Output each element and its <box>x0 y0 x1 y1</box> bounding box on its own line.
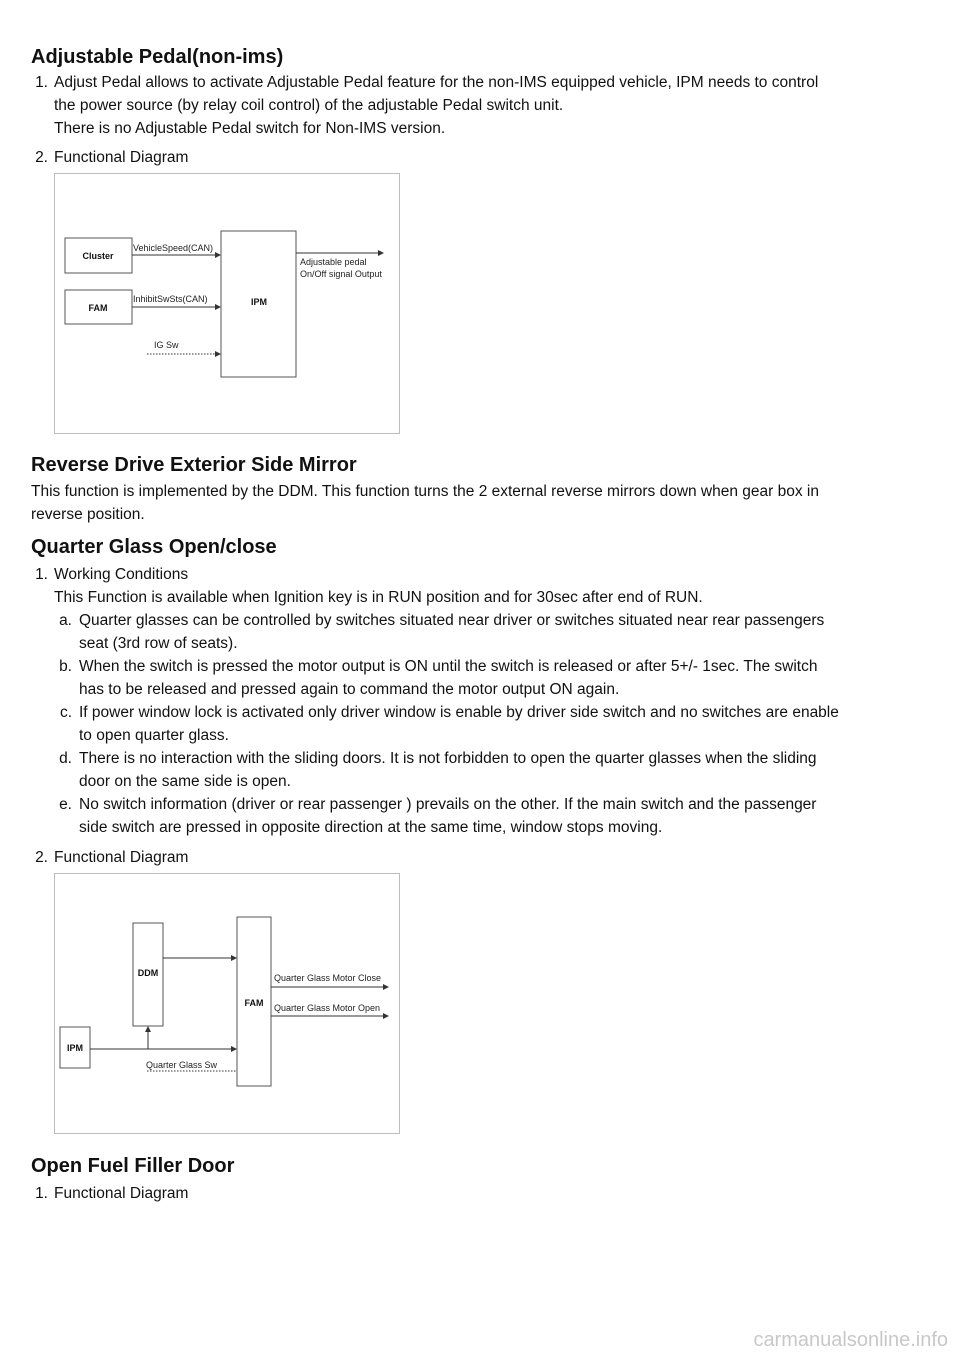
section-title-quarter-glass: Quarter Glass Open/close <box>31 536 277 558</box>
svg-text:FAM: FAM <box>244 998 264 1008</box>
signal-label-inhibit: InhibitSwSts(CAN) <box>133 294 208 304</box>
functional-diagram-adjustable-pedal <box>54 173 400 434</box>
paragraph-line: has to be released and pressed again to command the motor output ON again. <box>79 681 620 698</box>
svg-text:FAM: FAM <box>88 303 108 313</box>
output-label: On/Off signal Output <box>300 269 382 279</box>
ipm-box <box>221 231 296 377</box>
paragraph-line: the power source (by relay coil control) of the adjustable Pedal switch unit. <box>54 97 564 114</box>
paragraph-line: There is no Adjustable Pedal switch for Non-IMS version. <box>54 120 446 137</box>
watermark: carmanualsonline.info <box>753 1329 948 1351</box>
section-title-fuel-filler: Open Fuel Filler Door <box>31 1155 235 1177</box>
paragraph-line: seat (3rd row of seats). <box>79 635 238 652</box>
svg-text:IPM: IPM <box>66 1043 84 1053</box>
paragraph-line: reverse position. <box>31 506 145 523</box>
signal-label-close: Quarter Glass Motor Close <box>274 973 382 983</box>
list-number: 2. <box>35 849 48 866</box>
svg-text:Cluster: Cluster <box>82 251 114 261</box>
sub-list-label: c. <box>59 704 72 721</box>
paragraph-line: to open quarter glass. <box>79 727 229 744</box>
cluster-box <box>65 238 132 273</box>
fam-box <box>237 917 271 1086</box>
svg-text:DDM: DDM <box>137 968 159 978</box>
paragraph-line: No switch information (driver or rear passenger ) prevails on the other. If the main switch and the passenger <box>79 796 817 813</box>
list-item-text: Working Conditions <box>54 566 189 583</box>
sub-list-label: b. <box>59 658 72 675</box>
list-item-text: Functional Diagram <box>54 849 189 866</box>
paragraph-line: door on the same side is open. <box>79 773 291 790</box>
list-item-text: Functional Diagram <box>54 149 189 166</box>
list-item-text: Functional Diagram <box>54 1185 189 1202</box>
paragraph-line: There is no interaction with the sliding doors. It is not forbidden to open the quarter glasses when the sliding <box>79 750 817 767</box>
paragraph-line: Quarter glasses can be controlled by switches situated near driver or switches situated near rear passengers <box>79 612 825 629</box>
sub-list-label: d. <box>59 750 72 767</box>
section-title-adjustable-pedal: Adjustable Pedal(non-ims) <box>31 46 284 68</box>
ipm-box <box>60 1027 90 1068</box>
sub-list-label: e. <box>59 796 72 813</box>
sub-list-label: a. <box>59 612 72 629</box>
signal-label-vehicle-speed: VehicleSpeed(CAN) <box>133 243 214 253</box>
list-number: 1. <box>35 74 48 91</box>
svg-text:IPM: IPM <box>250 297 268 307</box>
section-title-reverse-mirror: Reverse Drive Exterior Side Mirror <box>31 454 357 476</box>
paragraph-line: Adjust Pedal allows to activate Adjustable Pedal feature for the non-IMS equipped vehicle, IPM needs to control <box>54 74 819 91</box>
paragraph-line: When the switch is pressed the motor output is ON until the switch is released or after 5+/- 1sec. The switch <box>79 658 818 675</box>
fam-box <box>65 290 132 324</box>
signal-label-open: Quarter Glass Motor Open <box>274 1003 381 1013</box>
output-label: Adjustable pedal <box>300 257 367 267</box>
list-number: 1. <box>35 1185 48 1202</box>
signal-label-ig: IG Sw <box>154 340 179 350</box>
paragraph-line: This function is implemented by the DDM. This function turns the 2 external reverse mirrors down when gear box in <box>31 483 819 500</box>
list-number: 2. <box>35 149 48 166</box>
paragraph-line: This Function is available when Ignition key is in RUN position and for 30sec after end of RUN. <box>54 589 703 606</box>
paragraph-line: side switch are pressed in opposite direction at the same time, window stops moving. <box>79 819 663 836</box>
list-number: 1. <box>35 566 48 583</box>
ddm-box <box>133 923 163 1026</box>
signal-label-sw: Quarter Glass Sw <box>146 1060 218 1070</box>
functional-diagram-quarter-glass <box>54 873 400 1134</box>
paragraph-line: If power window lock is activated only driver window is enable by driver side switch and no switches are enable <box>79 704 839 721</box>
